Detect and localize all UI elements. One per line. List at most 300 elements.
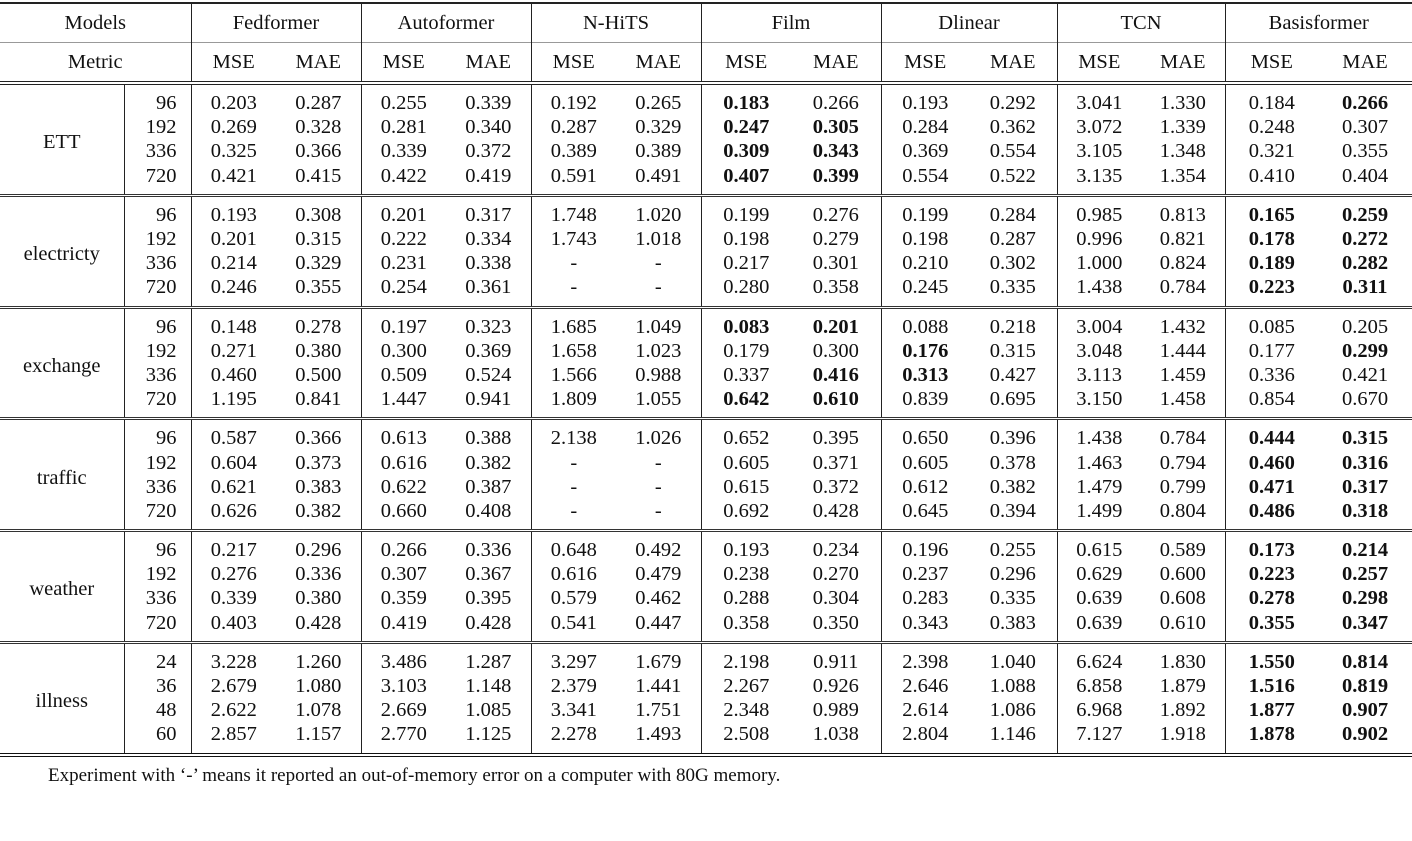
metric-cell bbox=[1057, 139, 1141, 163]
value: 0.358 bbox=[723, 611, 770, 634]
metric-cell bbox=[1141, 611, 1225, 643]
metric-cell bbox=[1141, 307, 1225, 339]
metric-mse-header: MSE bbox=[361, 43, 446, 84]
metric-cell bbox=[191, 115, 276, 139]
metric-cell bbox=[791, 164, 881, 196]
table-row bbox=[0, 339, 1412, 363]
metric-cell bbox=[791, 139, 881, 163]
value: 1.125 bbox=[465, 723, 512, 746]
value: 0.608 bbox=[1159, 587, 1206, 610]
value: 3.341 bbox=[550, 699, 597, 722]
metric-cell bbox=[616, 83, 701, 115]
value: 1.146 bbox=[989, 723, 1036, 746]
metric-cell bbox=[1141, 586, 1225, 610]
value: 0.616 bbox=[550, 563, 597, 586]
value: 1.463 bbox=[1076, 451, 1123, 474]
metric-cell bbox=[1225, 275, 1318, 307]
metric-cell bbox=[969, 531, 1057, 563]
value: 1.809 bbox=[550, 388, 597, 411]
value: 0.421 bbox=[210, 164, 257, 187]
metric-cell bbox=[969, 475, 1057, 499]
dataset-name: exchange bbox=[23, 354, 101, 377]
metric-cell bbox=[446, 611, 531, 643]
metric-cell bbox=[446, 227, 531, 251]
value: 0.280 bbox=[723, 276, 770, 299]
best-value: 0.201 bbox=[812, 315, 859, 338]
value: 1.000 bbox=[1076, 252, 1123, 275]
metric-cell bbox=[276, 275, 361, 307]
metric-cell bbox=[191, 586, 276, 610]
value: 0.177 bbox=[1248, 339, 1295, 362]
metric-cell bbox=[791, 387, 881, 419]
value: 0.616 bbox=[380, 451, 427, 474]
value: 1.458 bbox=[1159, 388, 1206, 411]
metric-cell bbox=[1225, 164, 1318, 196]
value: 0.422 bbox=[380, 164, 427, 187]
model-header: Fedformer bbox=[191, 3, 361, 43]
metric-cell bbox=[701, 387, 791, 419]
metric-cell bbox=[276, 475, 361, 499]
metric-cell bbox=[1225, 475, 1318, 499]
value: 0.085 bbox=[1248, 315, 1295, 338]
metric-cell bbox=[1057, 195, 1141, 227]
metric-cell bbox=[361, 115, 446, 139]
metric-cell bbox=[701, 115, 791, 139]
metric-cell bbox=[1057, 339, 1141, 363]
metric-cell bbox=[446, 339, 531, 363]
horizon-cell: 192 bbox=[124, 450, 191, 474]
value: 0.271 bbox=[210, 339, 257, 362]
value: 0.821 bbox=[1159, 228, 1206, 251]
value: 1.049 bbox=[635, 315, 682, 338]
metric-cell bbox=[1141, 83, 1225, 115]
value: 0.492 bbox=[635, 539, 682, 562]
value: 1.679 bbox=[635, 650, 682, 673]
best-value: 0.313 bbox=[902, 363, 949, 386]
table-row bbox=[0, 387, 1412, 419]
metric-cell bbox=[531, 674, 616, 698]
metric-cell bbox=[616, 195, 701, 227]
dataset-name: traffic bbox=[36, 466, 87, 489]
horizon-cell: 192 bbox=[124, 227, 191, 251]
value: 0.622 bbox=[380, 475, 427, 498]
value: 0.366 bbox=[295, 427, 342, 450]
value: 0.350 bbox=[812, 611, 859, 634]
horizon-cell: 48 bbox=[124, 698, 191, 722]
table-row bbox=[0, 475, 1412, 499]
best-value: 0.610 bbox=[812, 388, 859, 411]
value: 0.784 bbox=[1159, 427, 1206, 450]
value: 0.255 bbox=[380, 92, 427, 115]
metric-cell bbox=[1057, 722, 1141, 754]
value: 1.751 bbox=[635, 699, 682, 722]
best-value: 0.642 bbox=[723, 388, 770, 411]
value: 0.336 bbox=[465, 539, 512, 562]
value: 0.192 bbox=[550, 92, 597, 115]
metric-cell bbox=[1318, 722, 1412, 754]
dataset-name: weather bbox=[29, 578, 95, 601]
value: 2.804 bbox=[902, 723, 949, 746]
metric-cell bbox=[969, 251, 1057, 275]
value: 0.415 bbox=[295, 164, 342, 187]
model-header: Film bbox=[701, 3, 881, 43]
value: 1.685 bbox=[550, 315, 597, 338]
metric-cell bbox=[531, 164, 616, 196]
value: 0.328 bbox=[295, 116, 342, 139]
metric-cell bbox=[446, 450, 531, 474]
metric-cell bbox=[1057, 586, 1141, 610]
metric-cell bbox=[361, 363, 446, 387]
metric-cell bbox=[1318, 450, 1412, 474]
value: 0.325 bbox=[210, 140, 257, 163]
metric-cell bbox=[969, 164, 1057, 196]
metric-cell bbox=[276, 499, 361, 531]
value: 2.379 bbox=[550, 675, 597, 698]
value: 0.276 bbox=[210, 563, 257, 586]
metric-cell bbox=[361, 339, 446, 363]
best-value: 0.165 bbox=[1248, 203, 1295, 226]
metric-cell bbox=[881, 307, 969, 339]
value: 0.317 bbox=[465, 203, 512, 226]
horizon-cell: 336 bbox=[124, 139, 191, 163]
metric-cell bbox=[361, 164, 446, 196]
value: 0.388 bbox=[465, 427, 512, 450]
value: 0.355 bbox=[295, 276, 342, 299]
value: 1.438 bbox=[1076, 427, 1123, 450]
metric-cell bbox=[361, 419, 446, 451]
value: - bbox=[570, 475, 578, 498]
metric-cell bbox=[969, 642, 1057, 674]
metric-cell bbox=[881, 642, 969, 674]
metric-cell bbox=[361, 475, 446, 499]
metric-cell bbox=[531, 722, 616, 754]
best-value: 0.183 bbox=[723, 92, 770, 115]
metric-cell bbox=[616, 164, 701, 196]
metric-cell bbox=[1318, 562, 1412, 586]
metric-cell bbox=[616, 499, 701, 531]
value: 1.038 bbox=[812, 723, 859, 746]
metric-cell bbox=[446, 698, 531, 722]
value: 1.023 bbox=[635, 339, 682, 362]
metric-cell bbox=[1225, 722, 1318, 754]
value: 3.072 bbox=[1076, 116, 1123, 139]
metric-cell bbox=[881, 698, 969, 722]
metric-cell bbox=[1057, 251, 1141, 275]
value: 0.695 bbox=[989, 388, 1036, 411]
metric-cell bbox=[1318, 698, 1412, 722]
value: 1.078 bbox=[295, 699, 342, 722]
metric-cell bbox=[191, 450, 276, 474]
metric-cell bbox=[446, 586, 531, 610]
horizon-cell: 336 bbox=[124, 475, 191, 499]
value: 0.610 bbox=[1159, 611, 1206, 634]
value: 0.419 bbox=[380, 611, 427, 634]
metric-cell bbox=[1057, 227, 1141, 251]
value: 0.198 bbox=[902, 228, 949, 251]
metric-cell bbox=[276, 115, 361, 139]
value: 0.410 bbox=[1248, 164, 1295, 187]
value: 0.854 bbox=[1248, 388, 1295, 411]
value: 2.348 bbox=[723, 699, 770, 722]
metric-cell bbox=[1225, 642, 1318, 674]
metric-cell bbox=[446, 475, 531, 499]
best-value: 0.278 bbox=[1248, 587, 1295, 610]
value: 0.265 bbox=[635, 92, 682, 115]
value: 1.195 bbox=[210, 388, 257, 411]
best-value: 1.516 bbox=[1248, 675, 1295, 698]
value: 0.362 bbox=[989, 116, 1036, 139]
value: 0.605 bbox=[723, 451, 770, 474]
metric-header-row bbox=[0, 43, 1412, 84]
metric-cell bbox=[969, 387, 1057, 419]
metric-cell bbox=[1318, 83, 1412, 115]
value: 1.441 bbox=[635, 675, 682, 698]
value: 0.985 bbox=[1076, 203, 1123, 226]
value: 1.748 bbox=[550, 203, 597, 226]
metric-cell bbox=[616, 339, 701, 363]
metric-cell bbox=[1318, 307, 1412, 339]
metric-cell bbox=[701, 611, 791, 643]
metric-cell bbox=[791, 363, 881, 387]
value: 2.398 bbox=[902, 650, 949, 673]
metric-cell bbox=[1057, 387, 1141, 419]
metric-mse-header: MSE bbox=[531, 43, 616, 84]
metric-cell bbox=[881, 586, 969, 610]
value: 0.266 bbox=[812, 92, 859, 115]
metric-cell bbox=[191, 83, 276, 115]
value: 1.330 bbox=[1159, 92, 1206, 115]
metric-cell bbox=[616, 586, 701, 610]
metric-cell bbox=[791, 275, 881, 307]
metric-cell bbox=[881, 339, 969, 363]
metric-cell bbox=[446, 642, 531, 674]
metric-cell bbox=[791, 698, 881, 722]
metric-cell bbox=[791, 251, 881, 275]
metric-cell bbox=[616, 115, 701, 139]
metric-mae-header: MAE bbox=[635, 50, 682, 73]
metric-cell bbox=[616, 722, 701, 754]
value: 0.193 bbox=[723, 539, 770, 562]
metric-cell bbox=[1141, 115, 1225, 139]
metric-cell bbox=[276, 722, 361, 754]
metric-cell bbox=[881, 227, 969, 251]
value: 0.205 bbox=[1341, 315, 1389, 338]
value: 0.395 bbox=[465, 587, 512, 610]
metric-cell bbox=[1057, 674, 1141, 698]
metric-cell bbox=[616, 139, 701, 163]
value: 0.389 bbox=[550, 140, 597, 163]
value: 0.804 bbox=[1159, 499, 1206, 522]
metric-cell bbox=[446, 419, 531, 451]
metric-cell bbox=[276, 387, 361, 419]
value: 0.336 bbox=[1248, 363, 1295, 386]
horizon-cell: 720 bbox=[124, 164, 191, 196]
metric-cell bbox=[446, 674, 531, 698]
metric-cell bbox=[616, 251, 701, 275]
metric-cell bbox=[791, 227, 881, 251]
value: 0.196 bbox=[902, 539, 949, 562]
value: 1.026 bbox=[635, 427, 682, 450]
metric-mae-header: MAE bbox=[295, 50, 342, 73]
metric-cell bbox=[361, 275, 446, 307]
metric-cell bbox=[531, 475, 616, 499]
value: 0.554 bbox=[902, 164, 949, 187]
metric-cell bbox=[191, 251, 276, 275]
metric-mse-header: MSE bbox=[1057, 43, 1141, 84]
metric-cell bbox=[881, 83, 969, 115]
value: 1.080 bbox=[295, 675, 342, 698]
value: 3.135 bbox=[1076, 164, 1123, 187]
value: 1.479 bbox=[1076, 475, 1123, 498]
value: 2.614 bbox=[902, 699, 949, 722]
value: 0.427 bbox=[989, 363, 1036, 386]
value: 2.857 bbox=[210, 723, 257, 746]
metric-cell bbox=[361, 387, 446, 419]
dataset-name: electricty bbox=[23, 243, 100, 266]
metric-cell bbox=[1057, 562, 1141, 586]
metric-cell bbox=[1318, 674, 1412, 698]
table-row bbox=[0, 275, 1412, 307]
value: 6.624 bbox=[1076, 650, 1123, 673]
metric-cell bbox=[191, 363, 276, 387]
best-value: 0.902 bbox=[1341, 723, 1389, 746]
metric-cell bbox=[361, 562, 446, 586]
metric-cell bbox=[1225, 363, 1318, 387]
metric-cell bbox=[1318, 139, 1412, 163]
metric-cell bbox=[446, 164, 531, 196]
metric-cell bbox=[361, 611, 446, 643]
value: 0.371 bbox=[812, 451, 859, 474]
best-value: 0.416 bbox=[812, 363, 859, 386]
value: 2.278 bbox=[550, 723, 597, 746]
metric-cell bbox=[701, 363, 791, 387]
metric-cell bbox=[446, 307, 531, 339]
metric-cell bbox=[881, 195, 969, 227]
metric-cell bbox=[276, 419, 361, 451]
value: 3.103 bbox=[380, 675, 427, 698]
metric-cell bbox=[969, 562, 1057, 586]
metric-mse-header: MSE bbox=[191, 43, 276, 84]
value: 2.622 bbox=[210, 699, 257, 722]
best-value: 0.305 bbox=[812, 116, 859, 139]
value: 0.372 bbox=[812, 475, 859, 498]
value: 0.841 bbox=[295, 388, 342, 411]
metric-cell bbox=[1318, 475, 1412, 499]
results-table bbox=[0, 2, 1412, 757]
value: 0.339 bbox=[465, 92, 512, 115]
horizon-cell: 24 bbox=[124, 642, 191, 674]
value: 0.335 bbox=[989, 276, 1036, 299]
value: 0.383 bbox=[295, 475, 342, 498]
metric-cell bbox=[701, 195, 791, 227]
metric-cell bbox=[361, 450, 446, 474]
metric-cell bbox=[791, 83, 881, 115]
table-row bbox=[0, 83, 1412, 115]
value: 0.394 bbox=[989, 499, 1036, 522]
value: 0.321 bbox=[1248, 140, 1295, 163]
metric-cell bbox=[1225, 387, 1318, 419]
metric-cell bbox=[1141, 251, 1225, 275]
value: 0.615 bbox=[723, 475, 770, 498]
value: 0.300 bbox=[380, 339, 427, 362]
value: 0.462 bbox=[635, 587, 682, 610]
metric-cell bbox=[1141, 339, 1225, 363]
value: 0.428 bbox=[465, 611, 512, 634]
value: 0.428 bbox=[812, 499, 859, 522]
best-value: 0.178 bbox=[1248, 228, 1295, 251]
best-value: 0.299 bbox=[1341, 339, 1389, 362]
value: 0.269 bbox=[210, 116, 257, 139]
table-row bbox=[0, 611, 1412, 643]
best-value: 0.257 bbox=[1341, 563, 1389, 586]
value: 0.255 bbox=[989, 539, 1036, 562]
metric-cell bbox=[1057, 475, 1141, 499]
metric-cell bbox=[616, 611, 701, 643]
metric-cell bbox=[1225, 586, 1318, 610]
horizon-cell: 96 bbox=[124, 195, 191, 227]
value: 0.334 bbox=[465, 228, 512, 251]
best-value: 0.460 bbox=[1248, 451, 1295, 474]
value: 0.639 bbox=[1076, 587, 1123, 610]
value: 1.566 bbox=[550, 363, 597, 386]
metric-cell bbox=[969, 722, 1057, 754]
metric-cell bbox=[1141, 562, 1225, 586]
metric-cell bbox=[881, 450, 969, 474]
metric-cell bbox=[191, 722, 276, 754]
metric-mse-header: MSE bbox=[881, 43, 969, 84]
value: 0.254 bbox=[380, 276, 427, 299]
table-row bbox=[0, 195, 1412, 227]
metric-cell bbox=[969, 227, 1057, 251]
horizon-cell: 96 bbox=[124, 419, 191, 451]
value: 3.297 bbox=[550, 650, 597, 673]
metric-cell bbox=[701, 586, 791, 610]
value: 0.378 bbox=[989, 451, 1036, 474]
best-value: 0.407 bbox=[723, 164, 770, 187]
value: 0.201 bbox=[380, 203, 427, 226]
value: 3.228 bbox=[210, 650, 257, 673]
value: 0.382 bbox=[465, 451, 512, 474]
metric-cell bbox=[361, 642, 446, 674]
value: 1.447 bbox=[380, 388, 427, 411]
value: 0.323 bbox=[465, 315, 512, 338]
metric-cell bbox=[1225, 83, 1318, 115]
model-header: Dlinear bbox=[881, 3, 1057, 43]
best-value: 0.259 bbox=[1341, 203, 1389, 226]
value: 0.500 bbox=[295, 363, 342, 386]
table-row bbox=[0, 674, 1412, 698]
best-value: 0.176 bbox=[902, 339, 949, 362]
metric-cell bbox=[276, 251, 361, 275]
metric-cell bbox=[1225, 499, 1318, 531]
value: 1.918 bbox=[1159, 723, 1206, 746]
value: - bbox=[570, 252, 578, 275]
metric-cell bbox=[701, 531, 791, 563]
metric-cell bbox=[191, 195, 276, 227]
value: 3.150 bbox=[1076, 388, 1123, 411]
metric-cell bbox=[531, 275, 616, 307]
metric-mae-header: MAE bbox=[465, 50, 512, 73]
horizon-cell: 336 bbox=[124, 586, 191, 610]
horizon-cell: 336 bbox=[124, 363, 191, 387]
value: 0.148 bbox=[210, 315, 257, 338]
metric-cell bbox=[1318, 419, 1412, 451]
value: 0.329 bbox=[295, 252, 342, 275]
value: 0.246 bbox=[210, 276, 257, 299]
metric-cell bbox=[1057, 531, 1141, 563]
value: 1.830 bbox=[1159, 650, 1206, 673]
value: 0.652 bbox=[723, 427, 770, 450]
